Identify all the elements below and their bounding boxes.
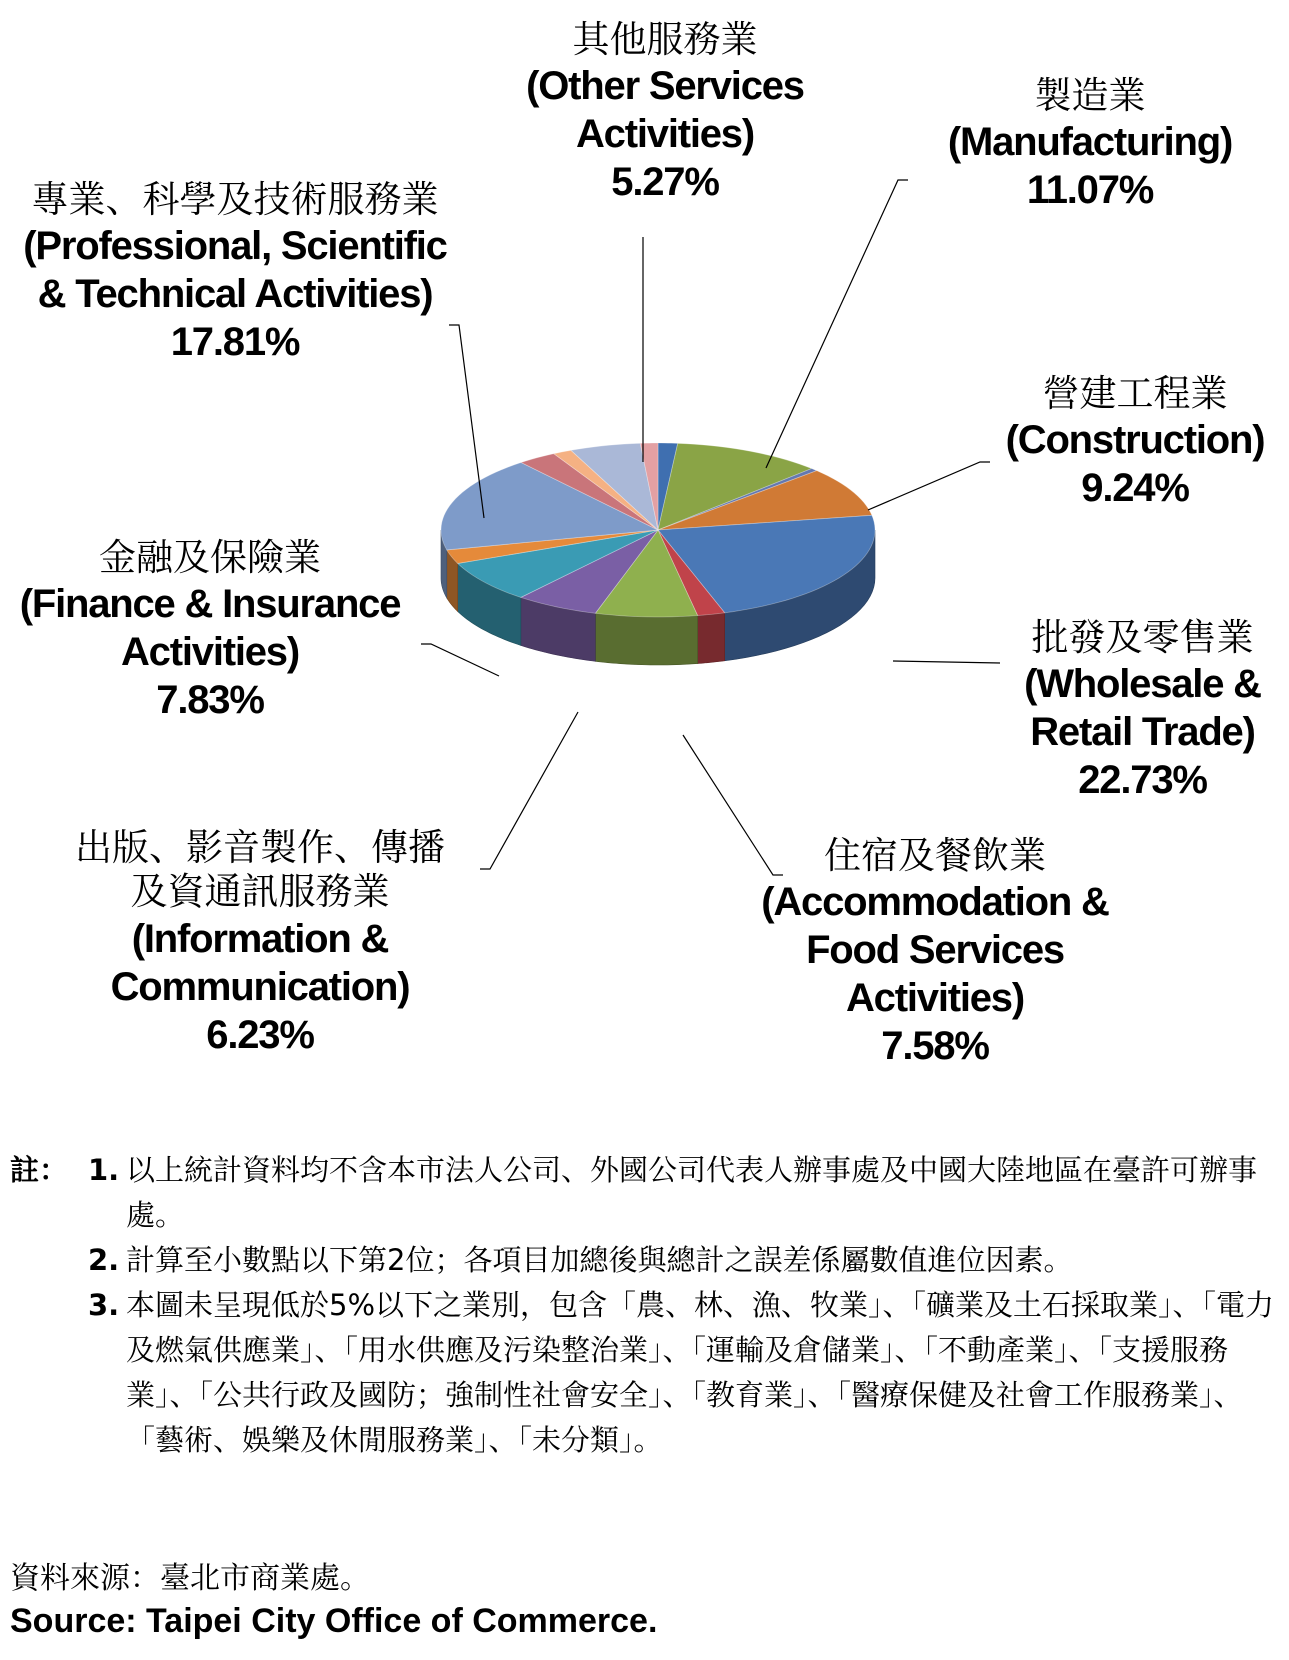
label-information-pct: 6.23% xyxy=(206,1012,314,1057)
pie-slice-6-side xyxy=(595,613,697,665)
notes xyxy=(10,1148,1280,1463)
label-construction-en1: (Construction) xyxy=(1005,418,1265,463)
label-other-services-cn: 其他服務業 xyxy=(572,18,758,61)
label-manufacturing-cn: 製造業 xyxy=(1034,74,1146,117)
label-manufacturing-pct: 11.07% xyxy=(1026,168,1154,213)
note-2-text: 計算至小數點以下第2位；各項目加總後與總計之誤差係屬數值進位因素。 xyxy=(126,1243,1073,1277)
pie-slice-5-side xyxy=(698,613,725,664)
label-finance-en1: (Finance & Insurance xyxy=(19,582,401,627)
note-3-text: 本圖未呈現低於5%以下之業別，包含「農、林、漁、牧業」、「礦業及土石採取業」、「電力及燃氣供應業」、「用水供應及污染整治業」、「運輸及倉儲業」、「不動產業」、「支援服務業」、「公共行政及國防；強制性社會安全」、「教育業」、「醫療保健及社會工作服務業」、「藝術、娛樂及休閒服務業」、「未分類」。 xyxy=(126,1288,1275,1457)
leader-information xyxy=(480,712,578,869)
label-other-services-en2: Activities) xyxy=(576,112,754,157)
note-1 xyxy=(10,1148,1280,1238)
source-en: Source: Taipei City Office of Commerce. xyxy=(10,1602,658,1640)
label-accommodation-pct: 7.58% xyxy=(881,1024,989,1069)
label-information-cn1: 出版、影音製作、傳播 xyxy=(75,826,445,869)
source-cn: 資料來源：臺北市商業處。 xyxy=(10,1561,370,1596)
note-1-num: 1. xyxy=(88,1153,120,1187)
label-manufacturing xyxy=(925,74,1255,214)
leader-construction xyxy=(868,462,990,510)
leader-manufacturing xyxy=(766,180,908,468)
label-professional-en1: (Professional, Scientific xyxy=(23,224,447,269)
label-professional xyxy=(0,178,470,366)
label-finance-cn: 金融及保險業 xyxy=(99,536,321,579)
label-accommodation-en3: Activities) xyxy=(846,976,1024,1021)
label-manufacturing-en1: (Manufacturing) xyxy=(947,120,1233,165)
note-2-num: 2. xyxy=(88,1243,120,1277)
label-wholesale-en1: (Wholesale & xyxy=(1024,662,1261,707)
pie-slices xyxy=(441,443,875,617)
label-accommodation-en1: (Accommodation & xyxy=(761,880,1109,925)
label-information xyxy=(40,826,480,1059)
leader-finance xyxy=(421,644,499,676)
note-prefix: 註： xyxy=(10,1153,69,1187)
label-professional-en2: & Technical Activities) xyxy=(37,272,433,317)
label-accommodation-en2: Food Services xyxy=(806,928,1064,973)
note-3-num: 3. xyxy=(88,1288,120,1322)
label-finance-pct: 7.83% xyxy=(156,678,264,723)
label-construction-pct: 9.24% xyxy=(1081,466,1189,511)
note-3 xyxy=(10,1283,1280,1463)
label-construction xyxy=(985,372,1285,512)
label-information-en2: Communication) xyxy=(110,964,410,1009)
label-information-cn2: 及資通訊服務業 xyxy=(130,870,390,914)
note-2 xyxy=(10,1238,1280,1283)
label-wholesale xyxy=(1000,616,1285,804)
note-1-text: 以上統計資料均不含本市法人公司、外國公司代表人辦事處及中國大陸地區在臺許可辦事處。 xyxy=(126,1153,1258,1232)
label-construction-cn: 營建工程業 xyxy=(1042,372,1228,415)
label-other-services-pct: 5.27% xyxy=(611,160,719,205)
label-wholesale-cn: 批發及零售業 xyxy=(1031,616,1254,659)
label-other-services-en1: (Other Services xyxy=(526,64,804,109)
label-finance-en2: Activities) xyxy=(121,630,299,675)
label-professional-cn: 專業、科學及技術服務業 xyxy=(31,178,439,221)
label-other-services xyxy=(500,18,830,206)
label-wholesale-pct: 22.73% xyxy=(1078,758,1207,803)
label-accommodation xyxy=(735,834,1135,1070)
label-finance xyxy=(0,536,420,724)
label-accommodation-cn: 住宿及餐飲業 xyxy=(824,834,1046,877)
label-information-en1: (Information & xyxy=(131,916,389,961)
leader-wholesale xyxy=(893,661,1000,663)
label-professional-pct: 17.81% xyxy=(170,320,300,365)
label-wholesale-en2: Retail Trade) xyxy=(1030,710,1255,755)
